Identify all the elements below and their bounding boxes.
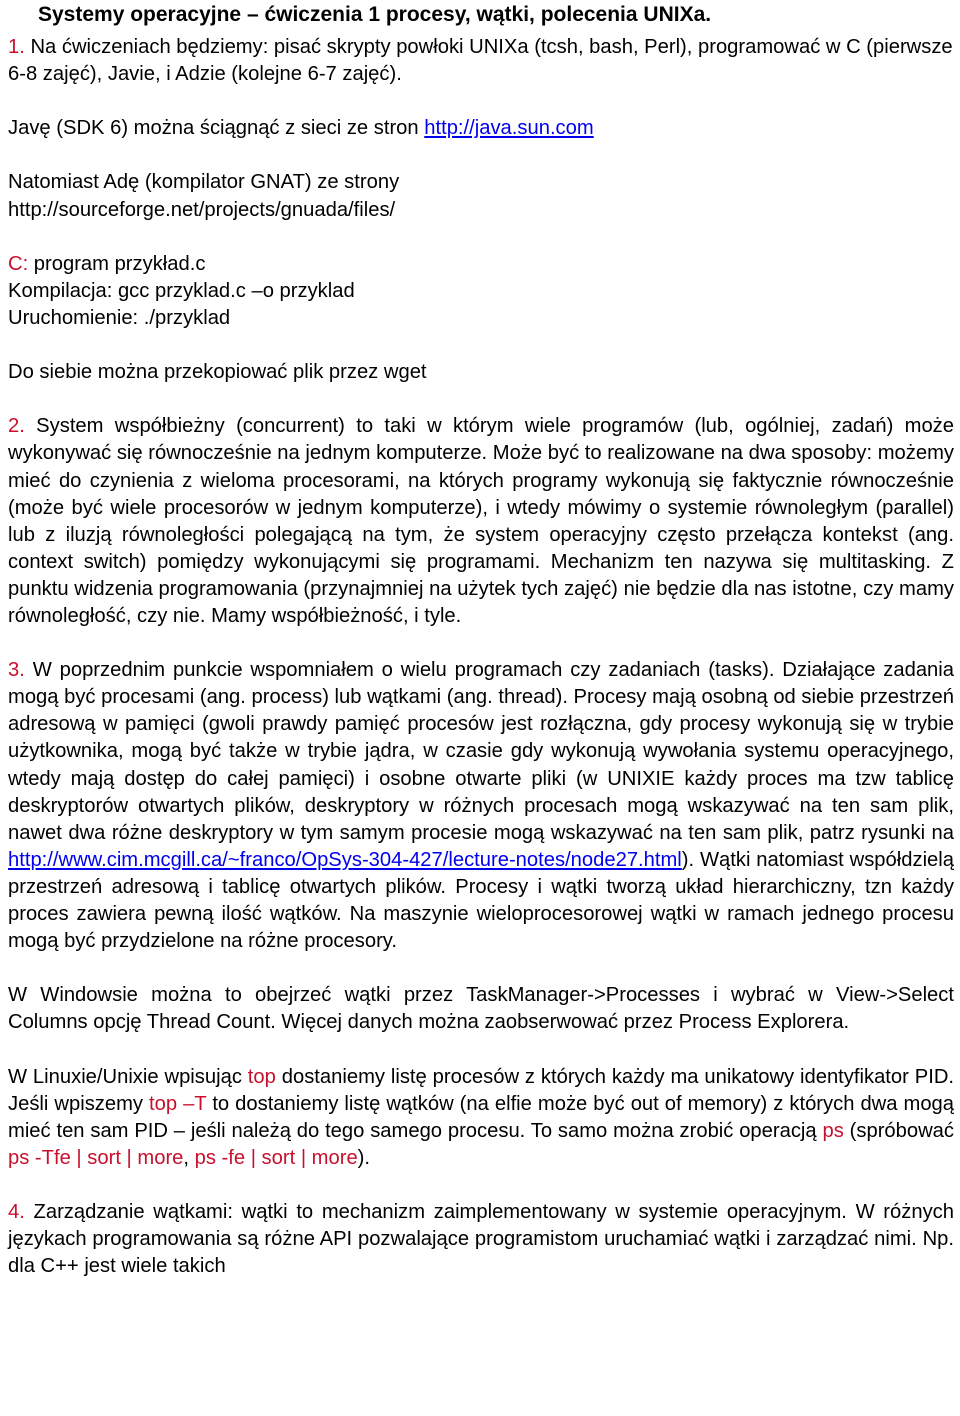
section-1-text: Na ćwiczeniach będziemy: pisać skrypty powłoki UNIXa (tcsh, bash, Perl), programować w C (pierwsze 6-8 zajęć), Javie, i Adzie (kolejne 6-7 zajęć).	[8, 36, 953, 86]
spacer	[8, 88, 954, 115]
spacer	[8, 1036, 954, 1063]
section-2-text: System współbieżny (concurrent) to taki w którym wiele programów (lub, ogólniej, zadań) może wykonywać się równocześnie na jednym komputerze. Może być to realizowane na dwa sposoby: możemy mieć do czynienia z wieloma procesorami, na których programy wykonują się faktycznie równocześnie (może być wiele procesorów w jednym komputerze), i wtedy mówimy o systemie równoległym (parallel) lub z iluzją równoległości polegającą na tym, że system operacyjny często przełącza kontekst (ang. context switch) pomiędzy wykonującymi się programami. Mechanizm ten nazywa się multitasking. Z punktu widzenia programowania (przynajmniej na użytek tych zajęć) nie będzie dla nas istotne, czy mamy równoległość, czy nie. Mamy współbieżność, i tyle.	[8, 415, 954, 627]
ada-download-line-2: http://sourceforge.net/projects/gnuada/files/	[8, 198, 396, 221]
wget-line: Do siebie można przekopiować plik przez wget	[8, 361, 427, 384]
spacer	[8, 630, 954, 657]
linux-text-4: (spróbować	[843, 1119, 954, 1142]
cmd-top-t: top –T	[149, 1092, 207, 1115]
java-download-link[interactable]: http://java.sun.com	[424, 117, 594, 140]
windows-paragraph: W Windowsie można to obejrzeć wątki przez TaskManager->Processes i wybrać w View->Select Columns opcję Thread Count. Więcej danych można zaobserwować przez Process Explorera.	[8, 984, 954, 1034]
java-download-line	[8, 115, 954, 142]
c-label: C:	[8, 252, 29, 275]
section-3-paragraph	[8, 657, 954, 955]
cmd-top: top	[247, 1065, 276, 1088]
spacer	[8, 142, 954, 169]
page-title: Systemy operacyjne – ćwiczenia 1 procesy, wątki, polecenia UNIXa.	[38, 3, 712, 26]
run-line: Uruchomienie: ./przyklad	[8, 306, 231, 329]
spacer	[8, 386, 954, 413]
section-3-text-b: ). Wątki natomiast współdzielą przestrzeń adresową i tablicę otwartych plików. Procesy i wątki tworzą układ hierarchiczny, tzn każdy proces zawiera pewną ilość wątków. Na maszynie wieloprocesorowej wątki w ramach jednego procesu mogą być przydzielone na różne procesory.	[8, 848, 954, 953]
cmd-ps: ps	[822, 1119, 844, 1142]
section-3-number: 3.	[8, 659, 25, 682]
cmd-ps-fe: ps -fe | sort | more	[194, 1146, 358, 1169]
compile-line: Kompilacja: gcc przyklad.c –o przyklad	[8, 279, 355, 302]
section-2-paragraph	[8, 413, 954, 630]
section-4-paragraph	[8, 1199, 954, 1280]
section-1-intro	[8, 34, 954, 88]
linux-text-5: ,	[183, 1146, 195, 1169]
section-4-number: 4.	[8, 1201, 25, 1224]
spacer	[8, 332, 954, 359]
c-program-line	[8, 251, 954, 278]
spacer	[8, 1172, 954, 1199]
document-page	[8, 0, 954, 1280]
section-2-number: 2.	[8, 415, 25, 438]
linux-text-1: W Linuxie/Unixie wpisując	[8, 1065, 248, 1088]
linux-paragraph	[8, 1064, 954, 1172]
cmd-ps-tfe: ps -Tfe | sort | more	[8, 1146, 184, 1169]
java-download-text: Javę (SDK 6) można ściągnąć z sieci ze stron	[8, 117, 425, 140]
c-program-text: program przykład.c	[28, 252, 206, 275]
linux-text-2: dostaniemy listę procesów z których każdy ma unikatowy identyfikator PID. Jeśli wpiszemy	[8, 1065, 955, 1115]
spacer	[8, 224, 954, 251]
mcgill-lecture-link[interactable]: http://www.cim.mcgill.ca/~franco/OpSys-304-427/lecture-notes/node27.html	[8, 848, 682, 871]
spacer	[8, 955, 954, 982]
ada-download-line-1: Natomiast Adę (kompilator GNAT) ze strony	[8, 171, 400, 194]
section-1-number: 1.	[8, 36, 25, 58]
section-3-text-a: W poprzednim punkcie wspomniałem o wielu programach czy zadaniach (tasks). Działające zadania mogą być procesami (ang. process) lub wątkami (ang. thread). Procesy mają osobną od siebie przestrzeń adresową w pamięci (gwoli prawdy pamięć procesów jest rozłączna, gdy procesy wykonują się w trybie użytkownika, mogą być także w trybie jądra, w czasie gdy wykonują wywołania systemu operacyjnego, wtedy mają dostęp do całej pamięci) i osobne otwarte pliki (w UNIXIE każdy proces ma tzw tablicę deskryptorów otwartych plików, deskryptory w różnych procesach mogą wskazywać na ten sam plik, nawet dwa różne deskryptory w tym samym procesie mogą wskazywać na ten sam plik, patrz rysunki na	[8, 659, 954, 844]
linux-text-6: ).	[357, 1146, 371, 1169]
section-4-text: Zarządzanie wątkami: wątki to mechanizm zaimplementowany w systemie operacyjnym. W różnych językach programowania są różne API pozwalające programistom uruchamiać wątki i zarządzać nimi. Np. dla C++ jest wiele takich	[8, 1201, 954, 1278]
linux-text-3: to dostaniemy listę wątków (na elfie może być out of memory) z których dwa mogą mieć ten sam PID – jeśli należą do tego samego procesu. To samo można zrobić operacją	[8, 1092, 955, 1142]
